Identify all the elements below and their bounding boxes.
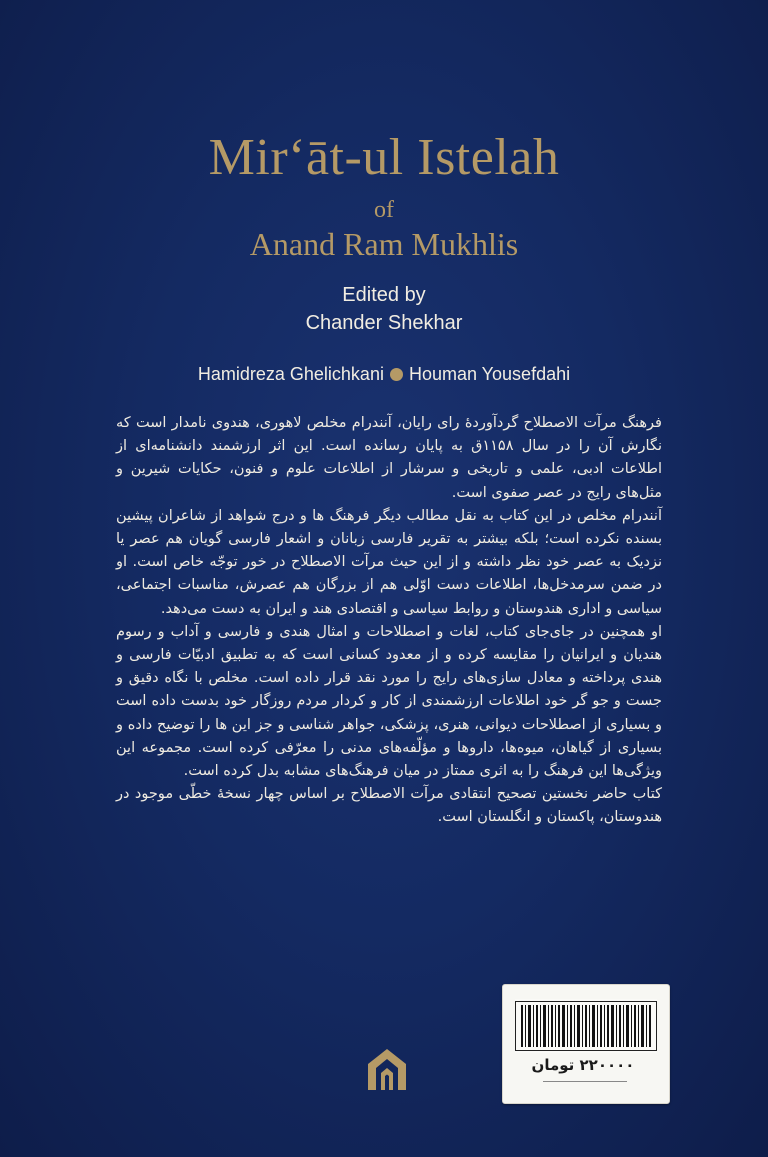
blurb-paragraph: کتاب حاضر نخستین تصحیح انتقادی مرآت الاصطلاح بر اساس چهار نسخهٔ خطّی موجود در هندوستان، پاکستان و انگلستان است. xyxy=(116,786,662,826)
price-underline xyxy=(543,1081,627,1082)
blurb-paragraph: آنندرام مخلص در این کتاب به نقل مطالب دیگر فرهنگ ها و درج شواهد از شاعران پیشین بسنده نکرده است؛ بلکه بیشتر به تقریر فارسی زبانان و اشعار فارسی گویان هم عصر یا نزدیک به عصر خود نظر داشته و از این حیث مرآت الاصطلاح در خور توجّه خاص است. او در ضمن سرمدخل‌ها، اطلاعات دست اوّلی هم از بزرگان هم عصرش، مناسبات اجتماعی، سیاسی و اداری هندوستان و روابط سیاسی و اقتصادی هند و ایران به دست می‌دهد. xyxy=(116,507,662,617)
barcode-icon xyxy=(515,999,657,1053)
bullet-dot-icon xyxy=(390,368,403,381)
contributor-name: Hamidreza Ghelichkani xyxy=(197,364,384,384)
edited-by-label: Edited by xyxy=(342,284,426,306)
editor-name: Chander Shekhar xyxy=(305,312,463,334)
book-title: Mir‘āt-ul Istelah xyxy=(208,129,560,186)
blurb-text xyxy=(116,412,662,830)
book-author: Anand Ram Mukhlis xyxy=(249,226,519,262)
contributor-name: Houman Yousefdahi xyxy=(408,364,571,384)
price-label: ۲۲۰۰۰۰ تومان xyxy=(531,1056,635,1074)
publisher-arch-logo-icon xyxy=(364,1046,410,1094)
contributors-line xyxy=(0,362,768,386)
blurb-paragraph: او همچنین در جای‌جای کتاب، لغات و اصطلاحات و امثال هندی و فارسی و آداب و رسوم هندیان و ایرانیان را مقایسه کرده و از معدود کسانی است که به تطبیق ادبیّات فارسی و هندی پرداخته و معادل سازی‌های رایج را مورد نقد قرار داده است. مخلص با نگاه دقیق و جست و جو گر خود اطلاعات ارزشمندی از کار و کردار مردم روزگار خود بدست داده است و بسیاری از اصطلاحات دیوانی، هنری، پزشکی، جواهر شناسی و جز این ها را توضیح داده و بسیاری از گیاهان، میوه‌ها، داروها و مؤلّفه‌های مدنی را معرّفی کرده است. مجموعه این ویژگی‌ها این فرهنگ را به اثری ممتاز در میان فرهنگ‌های مشابه بدل کرده است. xyxy=(116,623,662,780)
price-sticker xyxy=(502,984,670,1104)
blurb-paragraph: فرهنگ مرآت الاصطلاح گردآوردهٔ رای رایان، آنندرام مخلص لاهوری، هندوی نامدار است که نگارش آن را در سال ۱۱۵۸ق به پایان رسانده است. این اثر ارزشمند دانشنامه‌ای از اطلاعات ادبی، علمی و تاریخی و سرشار از اطلاعات علوم و فنون، حکایات شیرین و مثل‌های رایج در عصر صفوی است. xyxy=(116,415,662,501)
title-connector: of xyxy=(374,197,394,223)
